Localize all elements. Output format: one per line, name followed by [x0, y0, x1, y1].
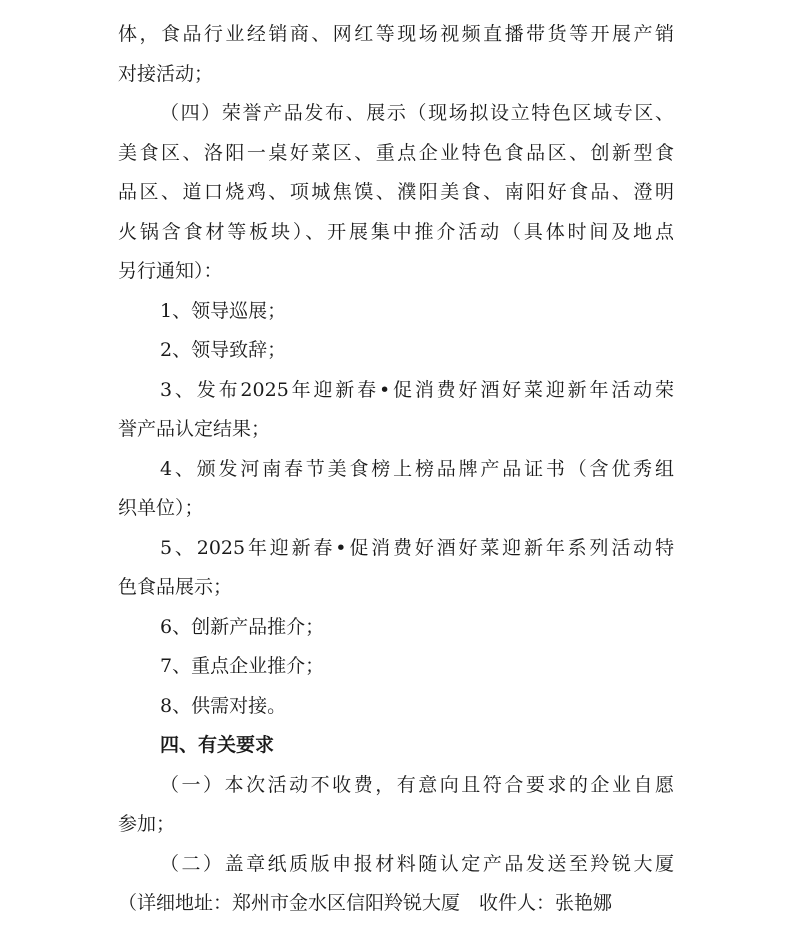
requirement-1: （一）本次活动不收费，有意向且符合要求的企业自愿 — [160, 773, 674, 796]
section-heading: 四、有关要求 — [160, 734, 275, 756]
paragraph-line: 另行通知）： — [118, 260, 223, 282]
list-item-3-continuation: 誉产品认定结果； — [118, 418, 271, 440]
list-item-7: 7、重点企业推介； — [160, 655, 325, 677]
requirement-1-continuation: 参加； — [118, 813, 176, 835]
requirement-2-continuation: （详细地址：郑州市金水区信阳羚锐大厦 收件人：张艳娜 — [118, 892, 613, 914]
paragraph-line: 品区、道口烧鸡、项城焦馍、濮阳美食、南阳好食品、澄明 — [118, 181, 674, 203]
list-item-2: 2、领导致辞； — [160, 339, 287, 361]
section-four-line: （四）荣誉产品发布、展示（现场拟设立特色区域专区、 — [160, 102, 674, 124]
paragraph-line: 体，食品行业经销商、网红等现场视频直播带货等开展产销 — [118, 23, 674, 45]
paragraph-line: 火锅含食材等板块）、开展集中推介活动（具体时间及地点 — [118, 220, 674, 243]
paragraph-line: 美食区、洛阳一桌好菜区、重点企业特色食品区、创新型食 — [118, 141, 674, 164]
paragraph-line: 对接活动； — [118, 62, 214, 85]
list-item-1: 1、领导巡展； — [160, 299, 287, 322]
list-item-5-continuation: 色食品展示； — [118, 576, 233, 598]
requirement-2: （二）盖章纸质版申报材料随认定产品发送至羚锐大厦 — [160, 852, 674, 875]
list-item-3: 3、发布2025年迎新春•促消费好酒好菜迎新年活动荣 — [160, 378, 674, 401]
list-item-5: 5、2025年迎新春•促消费好酒好菜迎新年系列活动特 — [160, 536, 674, 559]
list-item-4: 4、颁发河南春节美食榜上榜品牌产品证书（含优秀组 — [160, 457, 674, 480]
list-item-6: 6、创新产品推介； — [160, 615, 325, 638]
list-item-4-continuation: 织单位）； — [118, 497, 204, 519]
list-item-8: 8、供需对接。 — [160, 694, 287, 717]
